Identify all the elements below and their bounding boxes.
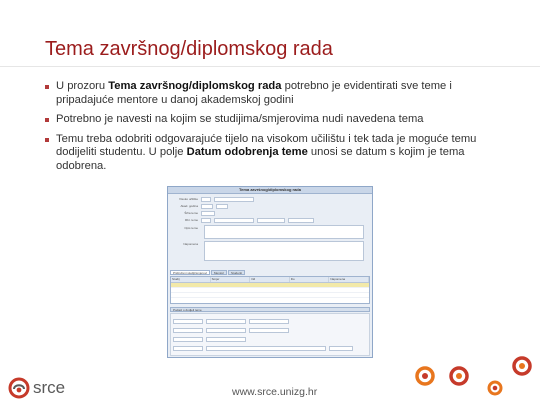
tab-studiji[interactable]: Pridruženi studiji/smjerovi (170, 270, 210, 275)
footer-url[interactable]: www.srce.unizg.hr (232, 386, 318, 398)
field-input[interactable] (173, 346, 203, 351)
field-input[interactable] (201, 204, 213, 209)
assign-row-2 (173, 327, 289, 333)
bullet-3-text-pre: Temu treba odobriti odgovarajuće tijelo na visokom učilištu i tek tada je moguće temu dodijeliti studentu. U polje (56, 132, 477, 158)
field-row-3 (172, 210, 215, 216)
grid-header-cell: Studij (171, 277, 211, 282)
note-row (172, 241, 198, 247)
bullet-3 (44, 133, 504, 174)
field-input[interactable] (201, 211, 215, 216)
grid-header-cell: Smjer (211, 277, 251, 282)
field-input[interactable] (249, 319, 289, 324)
tab-bar (170, 270, 370, 275)
tab-mentori[interactable]: Mentori (211, 270, 227, 275)
field-row-4 (172, 217, 314, 223)
field-input[interactable] (206, 328, 246, 333)
desc-textarea[interactable] (204, 225, 364, 239)
tab-studenti[interactable]: Studenti (228, 270, 245, 275)
field-input[interactable] (173, 319, 203, 324)
field-input[interactable] (173, 328, 203, 333)
field-input[interactable] (206, 337, 246, 342)
field-input[interactable] (216, 204, 228, 209)
bullet-1-text-pre: U prozoru (56, 80, 109, 92)
srce-logo (8, 377, 65, 399)
studies-grid (170, 276, 370, 304)
assign-row-3 (173, 336, 246, 342)
app-window-title: Tema završnog/diplomskog rada (168, 187, 372, 194)
field-input[interactable] (201, 218, 211, 223)
slide-title: Tema završnog/diplomskog rada (45, 38, 333, 60)
field-input[interactable] (173, 337, 203, 342)
bullet-list (44, 80, 504, 179)
srce-logo-icon (8, 377, 30, 399)
field-row-2 (172, 203, 228, 209)
bullet-1-text-post: potrebno je evidentirati sve teme i pripadajuće mentore u danoj akademskoj godini (56, 80, 452, 106)
grid-header-cell: Od (250, 277, 290, 282)
field-label: Visoko učilište (179, 197, 198, 201)
field-row-1 (172, 196, 254, 202)
bullet-1-bold: Tema završnog/diplomskog rada (108, 80, 282, 92)
field-input[interactable] (214, 218, 254, 223)
field-label: Šifra teme (184, 211, 198, 215)
field-input[interactable] (206, 346, 326, 351)
field-label: Akad. godina (180, 204, 198, 208)
note-textarea[interactable] (204, 241, 364, 261)
grid-header-cell: Do (290, 277, 330, 282)
field-input[interactable] (288, 218, 314, 223)
assign-row-4 (173, 345, 353, 351)
section-header: Podaci o dodjeli teme (170, 307, 370, 312)
desc-row (172, 225, 198, 231)
table-row[interactable] (171, 293, 369, 298)
app-window-screenshot (167, 186, 373, 358)
field-input[interactable] (329, 346, 353, 351)
grid-header-cell: Napomena (329, 277, 369, 282)
field-input[interactable] (214, 197, 254, 202)
bullet-1 (44, 80, 504, 107)
field-label: Rbr. teme (184, 218, 198, 222)
bullet-3-bold: Datum odobrenja teme (186, 146, 308, 158)
bullet-2: Potrebno je navesti na kojim se studijima/smjerovima nudi navedena tema (44, 113, 504, 127)
assign-row-1 (173, 318, 289, 324)
field-input[interactable] (257, 218, 285, 223)
bullet-3-text-post: unosi se datum s kojim je tema odobrena. (56, 146, 465, 172)
field-input[interactable] (206, 319, 246, 324)
assignment-panel (170, 313, 370, 356)
desc-label: Opis teme (184, 226, 198, 230)
field-input[interactable] (201, 197, 211, 202)
field-input[interactable] (249, 328, 289, 333)
logo-text: srce (33, 378, 66, 397)
note-label: Napomena (183, 242, 198, 246)
title-divider (0, 66, 540, 67)
decorative-circles-icon (414, 354, 534, 402)
